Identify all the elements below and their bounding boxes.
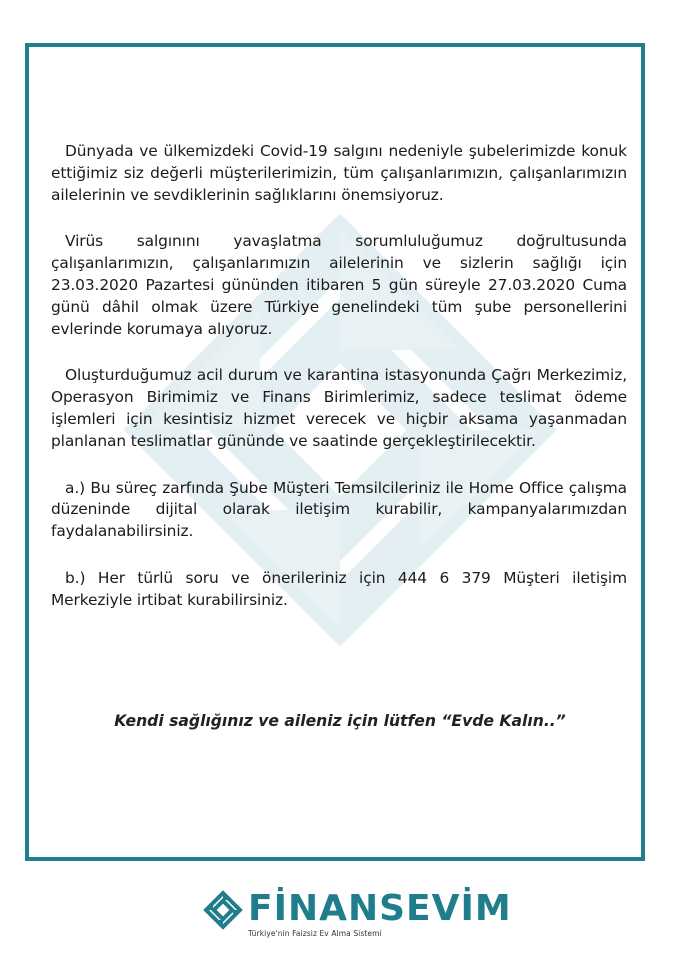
- paragraph-covid-intro: Dünyada ve ülkemizdeki Covid-19 salgını nedeniyle şubelerimizde konuk ettiğimiz siz değerli müşterilerimizin, tüm çalışanlarımızın, çalışanlarımızın ailelerinin ve sevdiklerinin sağlıklarını önemsiyoruz.: [51, 142, 627, 204]
- announcement-body: [51, 141, 627, 637]
- paragraph-emergency-station: Oluşturduğumuz acil durum ve karantina istasyonunda Çağrı Merkezimiz, Operasyon Birimimiz ve Finans Birimlerimiz, sadece teslimat ödeme işlemleri için kesintisiz hizmet verecek ve hiçbir aksama yaşanmadan planlanan teslimatlar gününde ve saatinde gerçekleştirilecektir.: [51, 366, 627, 450]
- brand-name: FİNANSEVİM: [248, 888, 512, 929]
- paragraph-contact-center: b.) Her türlü soru ve önerileriniz için 444 6 379 Müşteri iletişim Merkeziyle irtibat kurabilirsiniz.: [51, 568, 627, 609]
- closing-message: Kendi sağlığınız ve aileniz için lütfen “Evde Kalın..”: [114, 712, 566, 730]
- brand-tagline: Türkiye'nin Faizsiz Ev Alma Sistemi: [248, 929, 382, 938]
- brand-logo: [202, 887, 512, 953]
- paragraph-staff-protection: Virüs salgınını yavaşlatma sorumluluğumuz doğrultusunda çalışanlarımızın, çalışanlarımızın ailelerinin ve sizlerin sağlığı için 23.03.2020 Pazartesi gününden itibaren 5 gün süreyle 27.03.2020 Cuma günü dâhil olmak üzere Türkiye genelindeki tüm şube personellerini evlerinde korumaya alıyoruz.: [51, 232, 627, 338]
- finansevim-logo-icon: [202, 889, 244, 931]
- paragraph-home-office: a.) Bu süreç zarfında Şube Müşteri Temsilcileriniz ile Home Office çalışma düzeninde dijital olarak iletişim kurabilir, kampanyalarımızdan faydalanabilirsiniz.: [51, 478, 627, 541]
